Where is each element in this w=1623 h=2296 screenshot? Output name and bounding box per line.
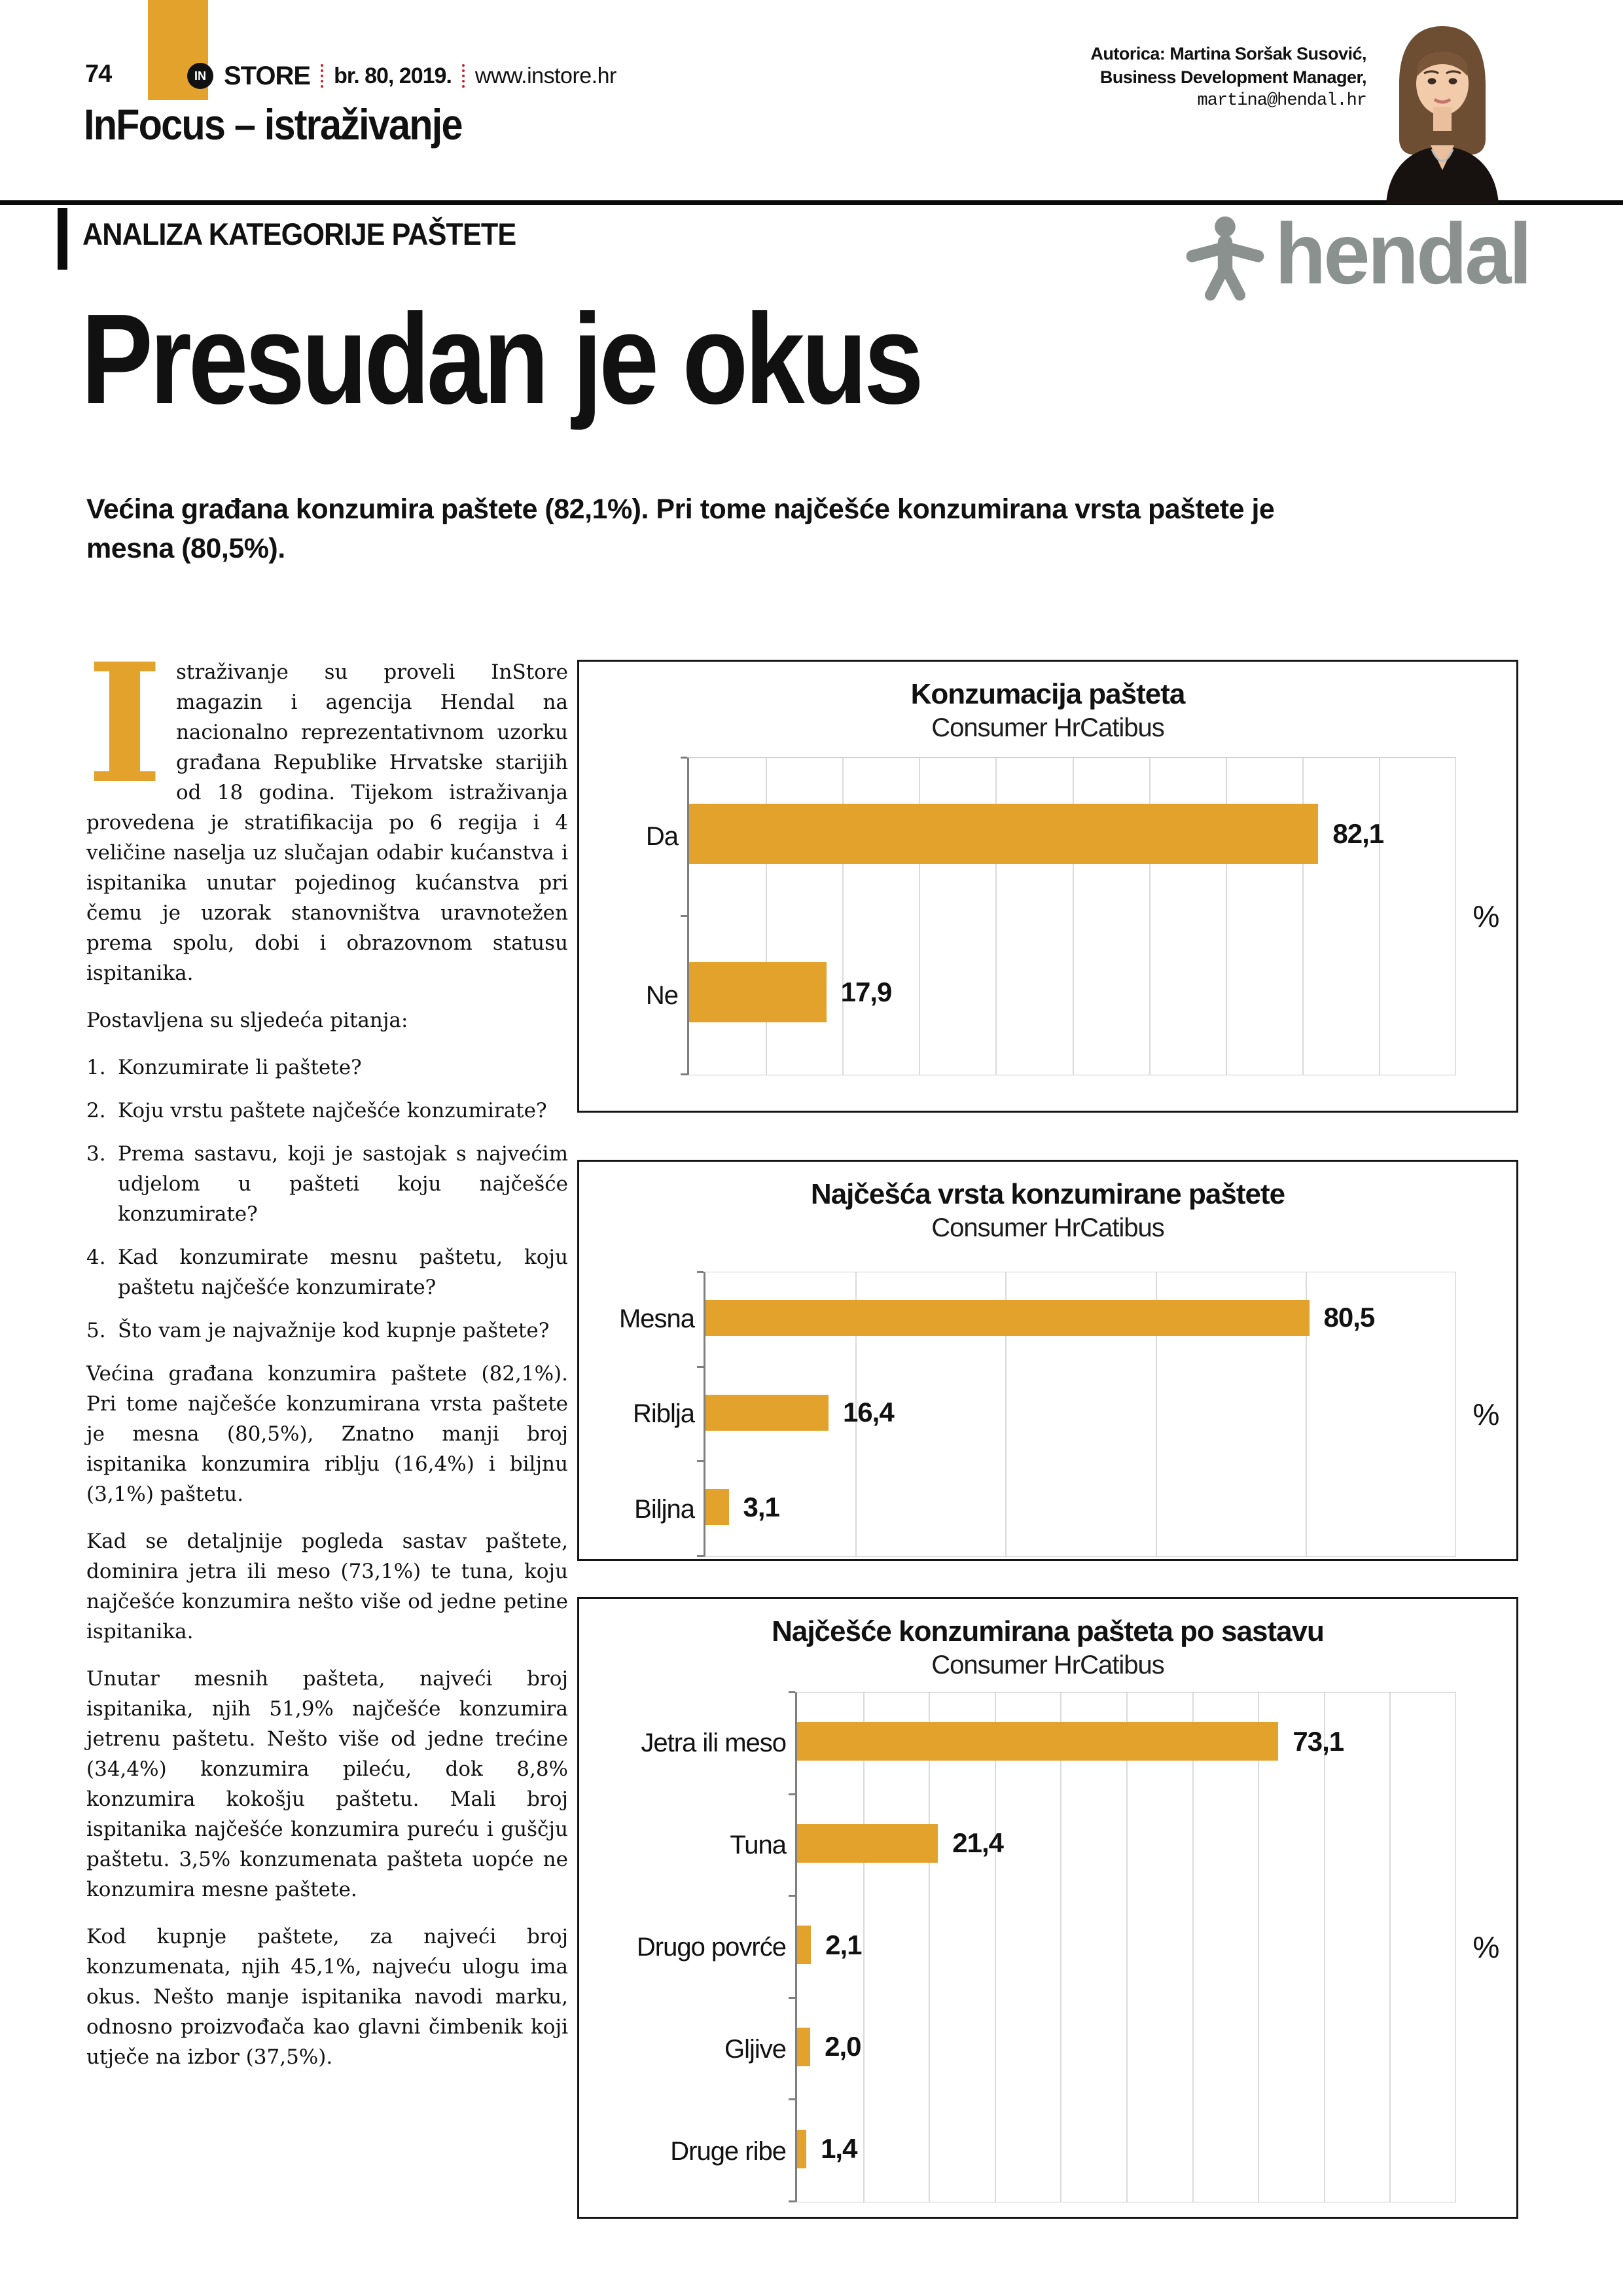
gridline: [1258, 1693, 1259, 2202]
masthead: [187, 60, 616, 92]
section-heading: InFocus – istraživanje: [84, 100, 462, 149]
gridline: [1060, 1693, 1061, 2202]
bar-value-label: 1,4: [821, 2133, 857, 2164]
question-item: [86, 1052, 568, 1083]
hendal-person-icon: [1182, 215, 1268, 301]
axis-tick: [697, 1366, 704, 1368]
bar-value-label: 17,9: [840, 977, 892, 1008]
unit-label: %: [1472, 1397, 1500, 1431]
bar: [705, 1489, 729, 1525]
article-lead: Većina građana konzumira paštete (82,1%). Pri tome najčešće konzumirana vrsta paštete je mesna (80,5%).: [86, 493, 1275, 564]
author-email-link[interactable]: martina@hendal.hr: [1197, 91, 1366, 111]
axis-tick: [697, 1460, 704, 1462]
page-number: 74: [85, 60, 112, 88]
axis-tick: [789, 1793, 795, 1795]
article-body: [86, 627, 568, 2089]
gridline: [929, 1693, 930, 2202]
gridline: [1379, 758, 1380, 1075]
category-axis: [579, 757, 687, 1075]
bar-value-label: 21,4: [952, 1827, 1004, 1859]
gridline: [1192, 1693, 1194, 2202]
question-number: 2.: [86, 1099, 106, 1122]
author-block: [1090, 42, 1366, 113]
question-text: Kad konzumirate mesnu paštetu, koju paštetu najčešće konzumirate?: [118, 1246, 568, 1299]
chart-title: Najčešća vrsta konzumirane paštete: [810, 1178, 1285, 1210]
bar-value-label: 16,4: [842, 1397, 894, 1428]
bar-value-label: 82,1: [1332, 818, 1384, 850]
category-label: Tuna: [730, 1830, 786, 1859]
question-number: 4.: [86, 1246, 106, 1269]
drop-cap: I: [86, 627, 163, 819]
bar-value-label: 73,1: [1293, 1725, 1344, 1757]
masthead-issue: br. 80, 2019.: [334, 63, 452, 88]
author-photo: [1363, 8, 1522, 204]
chart-vrsta-pastete: [577, 1160, 1518, 1561]
plot-area: [687, 757, 1456, 1075]
bar: [797, 2130, 806, 2168]
axis-tick: [681, 1073, 687, 1075]
bar-value-label: 2,1: [825, 1929, 862, 1960]
hendal-logo: [1182, 206, 1537, 302]
kicker: ANALIZA KATEGORIJE PAŠTETE: [82, 217, 516, 251]
chart-title: Konzumacija pašteta: [910, 678, 1185, 710]
question-text: Konzumirate li paštete?: [118, 1056, 362, 1079]
instore-badge-icon: IN: [187, 63, 213, 89]
article-title: Presudan je okus: [81, 287, 921, 431]
axis-tick: [789, 1691, 795, 1693]
category-label: Riblja: [632, 1399, 694, 1429]
category-label: Da: [645, 822, 678, 851]
bar: [797, 2028, 810, 2066]
gridline: [995, 1693, 996, 2202]
question-text: Prema sastavu, koji je sastojak s najvećim udjelom u pašteti koju najčešće konzumirate?: [118, 1142, 568, 1226]
bar: [797, 1722, 1278, 1761]
question-item: [86, 1242, 568, 1302]
category-label: Mesna: [618, 1304, 694, 1334]
bar: [797, 1926, 811, 1964]
axis-tick: [681, 915, 687, 917]
chart-subtitle: Consumer HrCatibus: [931, 1213, 1164, 1242]
hendal-logo-text: hendal: [1275, 206, 1530, 302]
question-number: 3.: [86, 1142, 106, 1166]
gridline: [863, 1693, 865, 2202]
bar: [689, 804, 1318, 864]
category-label: Drugo povrće: [636, 1932, 786, 1962]
question-number: 5.: [86, 1319, 106, 1342]
question-text: Što vam je najvažnije kod kupnje paštete?: [118, 1319, 550, 1342]
axis-tick: [789, 2098, 795, 2100]
author-name: Autorica: Martina Soršak Susović,: [1090, 44, 1366, 63]
dotted-separator: [321, 64, 323, 88]
masthead-brand: STORE: [224, 61, 311, 90]
axis-tick: [789, 1997, 795, 1999]
paragraph: Kod kupnje paštete, za najveći broj konzumenata, njih 45,1%, najveću ulogu ima okus. Nešto manje ispitanika navodi marku, odnosno proizvođača kao glavni čimbenik koji utječe na izbor (37,5%).: [86, 1925, 568, 2069]
gridline: [1126, 1693, 1128, 2202]
category-axis: [579, 1272, 704, 1557]
questions-intro: Postavljena su sljedeća pitanja:: [86, 1009, 408, 1032]
paragraph: Unutar mesnih pašteta, najveći broj ispitanika, njih 51,9% najčešće konzumira jetrenu paštetu. Nešto više od jedne trećine (34,4%) konzumira pileću, dok 8,8% konzumira kokošju paštetu. Mali broj ispitanika najčešće konzumira pureću i guščju paštetu. 3,5% konzumenata pašteta uopće ne konzumira mesne paštete.: [86, 1667, 568, 1901]
axis-tick: [697, 1555, 704, 1557]
axis-tick: [697, 1271, 704, 1273]
question-number: 1.: [86, 1056, 106, 1079]
bar: [705, 1300, 1310, 1336]
bar-value-label: 80,5: [1323, 1302, 1375, 1333]
chart-title: Najčešće konzumirana pašteta po sastavu: [772, 1615, 1324, 1647]
category-label: Druge ribe: [670, 2136, 786, 2166]
chart-subtitle: Consumer HrCatibus: [931, 1651, 1164, 1679]
category-axis: [579, 1692, 795, 2202]
paragraph-intro: Istraživanje su proveli InStore magazin i agencija Hendal na nacionalno reprezentativnom uzorku građana Republike Hrvatske starijih od 18 godina. Tijekom istraživanja provedena je stratifikacija po 6 regija i 4 veličine naselja uz slučajan odabir kućanstva i ispitanika unutar pojedinog kućanstva pri čemu je uzorak stanovništva uravnotežen prema spolu, dobi i obrazovnom statusu ispitanika.: [86, 627, 568, 985]
unit-label: %: [1472, 1930, 1500, 1964]
masthead-website-link[interactable]: www.instore.hr: [474, 63, 616, 88]
author-role: Business Development Manager,: [1099, 67, 1366, 87]
question-text: Koju vrstu paštete najčešće konzumirate?: [118, 1099, 547, 1122]
bar-value-label: 3,1: [743, 1491, 779, 1522]
axis-tick: [681, 757, 687, 759]
question-item: [86, 1316, 568, 1346]
axis-tick: [789, 1895, 795, 1897]
question-item: [86, 1096, 568, 1126]
question-item: [86, 1139, 568, 1229]
category-label: Biljna: [634, 1494, 694, 1524]
kicker-bar: [58, 208, 67, 270]
paragraph: Većina građana konzumira paštete (82,1%). Pri tome najčešće konzumirana vrsta paštete je mesna (80,5%), Znatno manji broj ispitanika konzumira riblju (16,4%) i biljnu (3,1%) paštetu.: [86, 1362, 568, 1506]
category-label: Gljive: [724, 2034, 786, 2064]
plot-area: [704, 1272, 1456, 1557]
gridline: [1389, 1693, 1391, 2202]
plot-area: [795, 1692, 1456, 2202]
chart-pasteta-po-sastavu: [577, 1597, 1518, 2219]
chart-konzumacija-pasteta: [577, 660, 1518, 1113]
bar: [689, 962, 827, 1022]
unit-label: %: [1472, 899, 1500, 933]
axis-tick: [789, 2200, 795, 2202]
bar-value-label: 2,0: [825, 2031, 861, 2062]
category-label: Jetra ili meso: [641, 1728, 786, 1757]
gridline: [1324, 1693, 1325, 2202]
bar: [705, 1395, 829, 1431]
paragraph: Kad se detaljnije pogleda sastav paštete, dominira jetra ili meso (73,1%) te tuna, koju najčešće konzumira nešto više od jedne petine ispitanika.: [86, 1530, 568, 1643]
chart-subtitle: Consumer HrCatibus: [931, 713, 1164, 742]
dotted-separator: [462, 64, 465, 88]
category-label: Ne: [645, 981, 678, 1010]
bar: [797, 1824, 938, 1863]
